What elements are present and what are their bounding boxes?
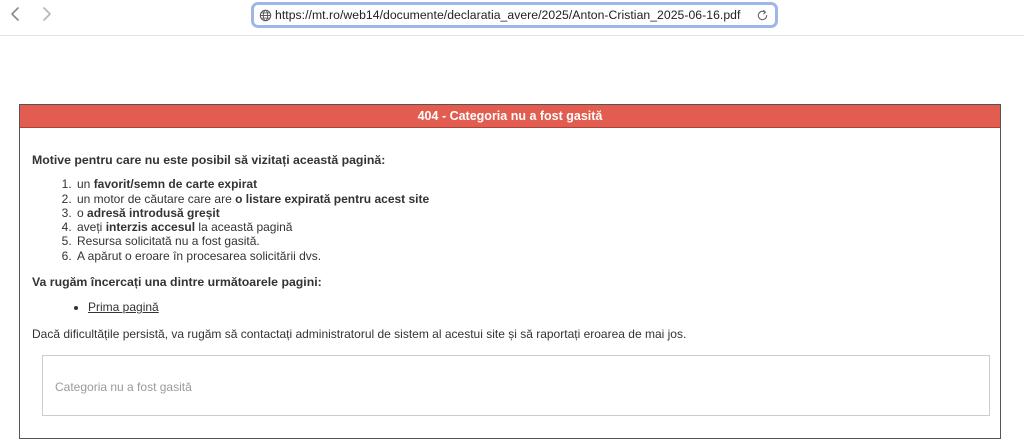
list-item: 4. aveți interzis accesul la această pagină <box>75 220 1000 234</box>
forward-button[interactable] <box>36 4 56 24</box>
list-item: 6. A apărut o eroare în procesarea solicitării dvs. <box>75 249 1000 263</box>
list-item: 2. un motor de căutare care are o listare expirată pentru acest site <box>75 192 1000 206</box>
list-item: 1. un favorit/semn de carte expirat <box>75 177 1000 191</box>
persist-notice: Dacă dificultățile persistă, va rugăm să contactați administratorul de sistem al acestui site și să raportați eroarea de mai jos. <box>32 326 687 341</box>
browser-toolbar <box>0 0 1024 36</box>
reload-icon[interactable] <box>756 9 769 22</box>
chevron-right-icon <box>40 7 52 21</box>
error-panel <box>19 104 1001 439</box>
url-text[interactable]: https://mt.ro/web14/documente/declaratia_avere/2025/Anton-Cristian_2025-06-16.pdf <box>275 8 741 22</box>
reasons-list <box>75 177 1000 263</box>
globe-icon <box>259 9 272 22</box>
try-pages-title: Va rugăm încercați una dintre următoarele pagini: <box>32 275 322 290</box>
list-item <box>88 300 1000 314</box>
error-content <box>20 128 1000 341</box>
home-page-link[interactable]: Prima pagină <box>88 300 159 315</box>
error-message: Categoria nu a fost gasită <box>55 380 192 394</box>
list-item: 5. Resursa solicitată nu a fost gasită. <box>75 234 1000 248</box>
error-header: 404 - Categoria nu a fost gasită <box>20 105 1000 128</box>
reasons-title: Motive pentru care nu este posibil să vizitați această pagină: <box>32 153 386 167</box>
list-item: 3. o adresă introdusă greșit <box>75 206 1000 220</box>
back-button[interactable] <box>6 4 26 24</box>
address-bar[interactable] <box>251 2 778 28</box>
chevron-left-icon <box>10 7 22 21</box>
error-message-box <box>42 355 990 416</box>
pages-list <box>88 300 1000 314</box>
